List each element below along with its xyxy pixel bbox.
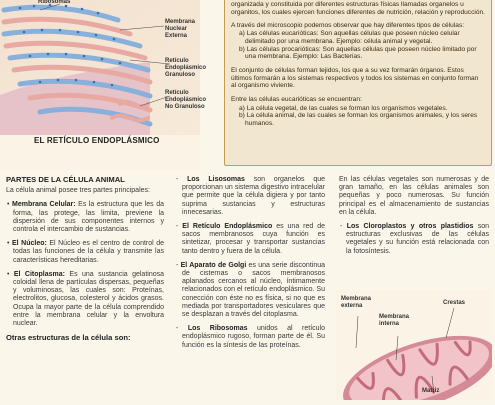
item-golgi: - El Aparato de Golgi es una serie discontinua de cisternas o sacos membranosos aplanados cercanos al núcleo, íntimamente relacionados con el retículo endoplásmico. Su conección con éste no es física, si no que es mediada por transportadores vesiculares que se desplazan a través del citoplasma. [176,261,326,319]
topbox-euk-intro: Entre las células eucarióticas se encuentran: [231,96,362,104]
item-membrana: • Membrana Celular: Es la estructura que les da forma, las protege, las limita, previene la dispersión de sus componentes internos y controla el intercambio de sustancias. [7,201,164,234]
cell-types-box [224,0,492,166]
reticulo-text: es una red de sacos membranosos cuya función es sintetizar, procesar y transportar sustancias tanto dentro y fuera de la célula. [182,223,325,255]
column-organelles [175,176,325,356]
topbox-tissues: El conjunto de células forman tejidos, los que a su vez formarán órganos. Estos últimos formarán a los sistemas respectivos y todos los sistemas en conjunto forman al organismo viviente. [231,66,479,90]
topbox-intro: organizada y constituida por diferentes estructuras físicas llamadas organelos u organitos, los cuales ejercen funciones diferentes de nutrición, relación y reproducción. [231,1,486,16]
reticulo-title: El Retículo Endoplásmico [182,223,273,231]
ribosomas-title: Los Ribosomas [187,325,248,333]
topbox-micro-intro: A través del microscopio podemos observar que hay diferentes tipos de células: [231,22,465,30]
citoplasma-title: El Citoplasma: [13,270,65,278]
label-membrana-interna: Membrana interna [379,314,410,327]
lisosomas-title: Los Lisosomas [187,176,245,183]
item-lisosomas: - Los Lisosomas son organelos que proporcionan un sistema digestivo intracelular que permite que la célula digiera y por tanto suprima sustancias y estructuras innecesarias. [176,176,326,216]
nucleo-title: El Núcleo: [12,240,47,248]
section-heading: PARTES DE LA CÉLULA ANIMAL [6,175,125,184]
ribosomas-text: unidos al retículo endoplásmico rugoso, forman parte de él. Su función es la síntesis de las proteínas. [182,325,325,349]
golgi-title: El Aparato de Golgi [180,261,247,269]
column-parts [6,176,164,345]
item-ribosomas: - Los Ribosomas unidos al retículo endoplásmico rugoso, forman parte de él. Su función es la síntesis de las proteínas. [176,325,325,349]
label-reticulo-no-granuloso: Retículo Endoplásmico No Granuloso [165,90,207,110]
label-membrana-externa: Membrana externa [341,296,372,309]
membrana-title: Membrana Celular: [12,201,76,209]
er-caption: EL RETÍCULO ENDOPLÁSMICO [34,136,160,145]
lisosomas-text: son organelos que proporcionan un sistema digestivo intracelular que permite que la célula digiera y por tanto suprima sustancias y estructuras innecesarias. [182,176,326,216]
mitochondria-illustration [336,290,492,400]
membrana-text: Es la estructura que les da forma, las protege, las limita, previene la dispersión de sus componentes internos y controla el intercambio de sustancias. [13,201,164,234]
item-reticulo: - El Retículo Endoplásmico es una red de sacos membranosos cuya función es sintetizar, procesar y transportar sustancias tanto dentro y fuera de la célula. [176,223,325,255]
label-membrana-nuclear: Membrana Nuclear Externa [165,19,196,39]
column-plant [339,176,489,262]
topbox-euk-a: a) La célula vegetal, de las cuales se forman los organismos vegetales. [239,104,448,112]
topbox-type-a: a) Las células eucarióticas: Son aquellas células que poseen núcleo celular delimitado por una membrana. Ejemplo: célula animal y vegetal. [239,30,460,45]
nucleo-text: El Núcleo es el centro de control de todas las funciones de la célula y transmite las características hereditarias. [13,240,165,264]
label-ribosomas: Ribosomas [38,0,71,5]
cloroplastos-title: Los Cloroplastos y otros plastidios [346,223,474,231]
cloroplastos-text: son estructuras exclusivas de las células vegetales y su función está relacionada con la fotosíntesis. [346,223,490,255]
item-nucleo: • El Núcleo: El Núcleo es el centro de control de todas las funciones de la célula y transmite las características hereditarias. [7,240,165,264]
topbox-euk-b: b) La célula animal, de las cuales se forman los organismos animales, y los seres humanos. [239,112,478,128]
label-matriz: Matriz [422,388,440,394]
item-cloroplastos: - Los Cloroplastos y otros plastidios son estructuras exclusivas de las células vegetales y su función está relacionada con la fotosíntesis. [340,223,490,255]
citoplasma-text: Es una sustancia gelatinosa coloidal llena de partículas dispersas, pequeñas y voluminosas, las cuales son: Proteínas, electrolitos, glucosa, colesterol y ácidos grasos. Ocupa la mayor parte de la célula comprendido entre la membrana celular y la envoltura nuclear. [13,270,164,328]
er-illustration [0,0,207,170]
topbox-type-b: b) Las células procarióticas: Son aquellas células que poseen núcleo limitado por una membrana. Ejemplo: Las Bacterias. [239,45,477,61]
item-citoplasma: • El Citoplasma: Es una sustancia gelatinosa coloidal llena de partículas dispersas, pequeñas y voluminosas, las cuales son: Proteínas, electrolitos, glucosa, colesterol y ácidos grasos. Ocupa la mayor parte de la célula comprendido entre la membrana celular y la envoltura nuclear. [7,270,164,328]
vacuolas-text: En las células vegetales son numerosas y de gran tamaño, en las células animales son pequeñas y poco numerosas. Su función principal es el almacenamiento de sustancias en la célula. [339,176,489,216]
golgi-text: es una serie discontinua de cisternas o sacos membranosos aplanados cercanos al núcleo, íntimamente relacionados con el retículo endoplásmico. Su conección con éste no es física, si no que es mediada por transportadores vesiculares que se desplazan a través del citoplasma. [182,261,326,319]
label-crestas: Crestas [443,300,466,306]
label-reticulo-granuloso: Retículo Endoplásmico Granuloso [165,58,207,78]
otras-heading: Otras estructuras de la célula son: [6,333,131,343]
col1-intro: La célula animal posee tres partes principales: [6,187,150,195]
